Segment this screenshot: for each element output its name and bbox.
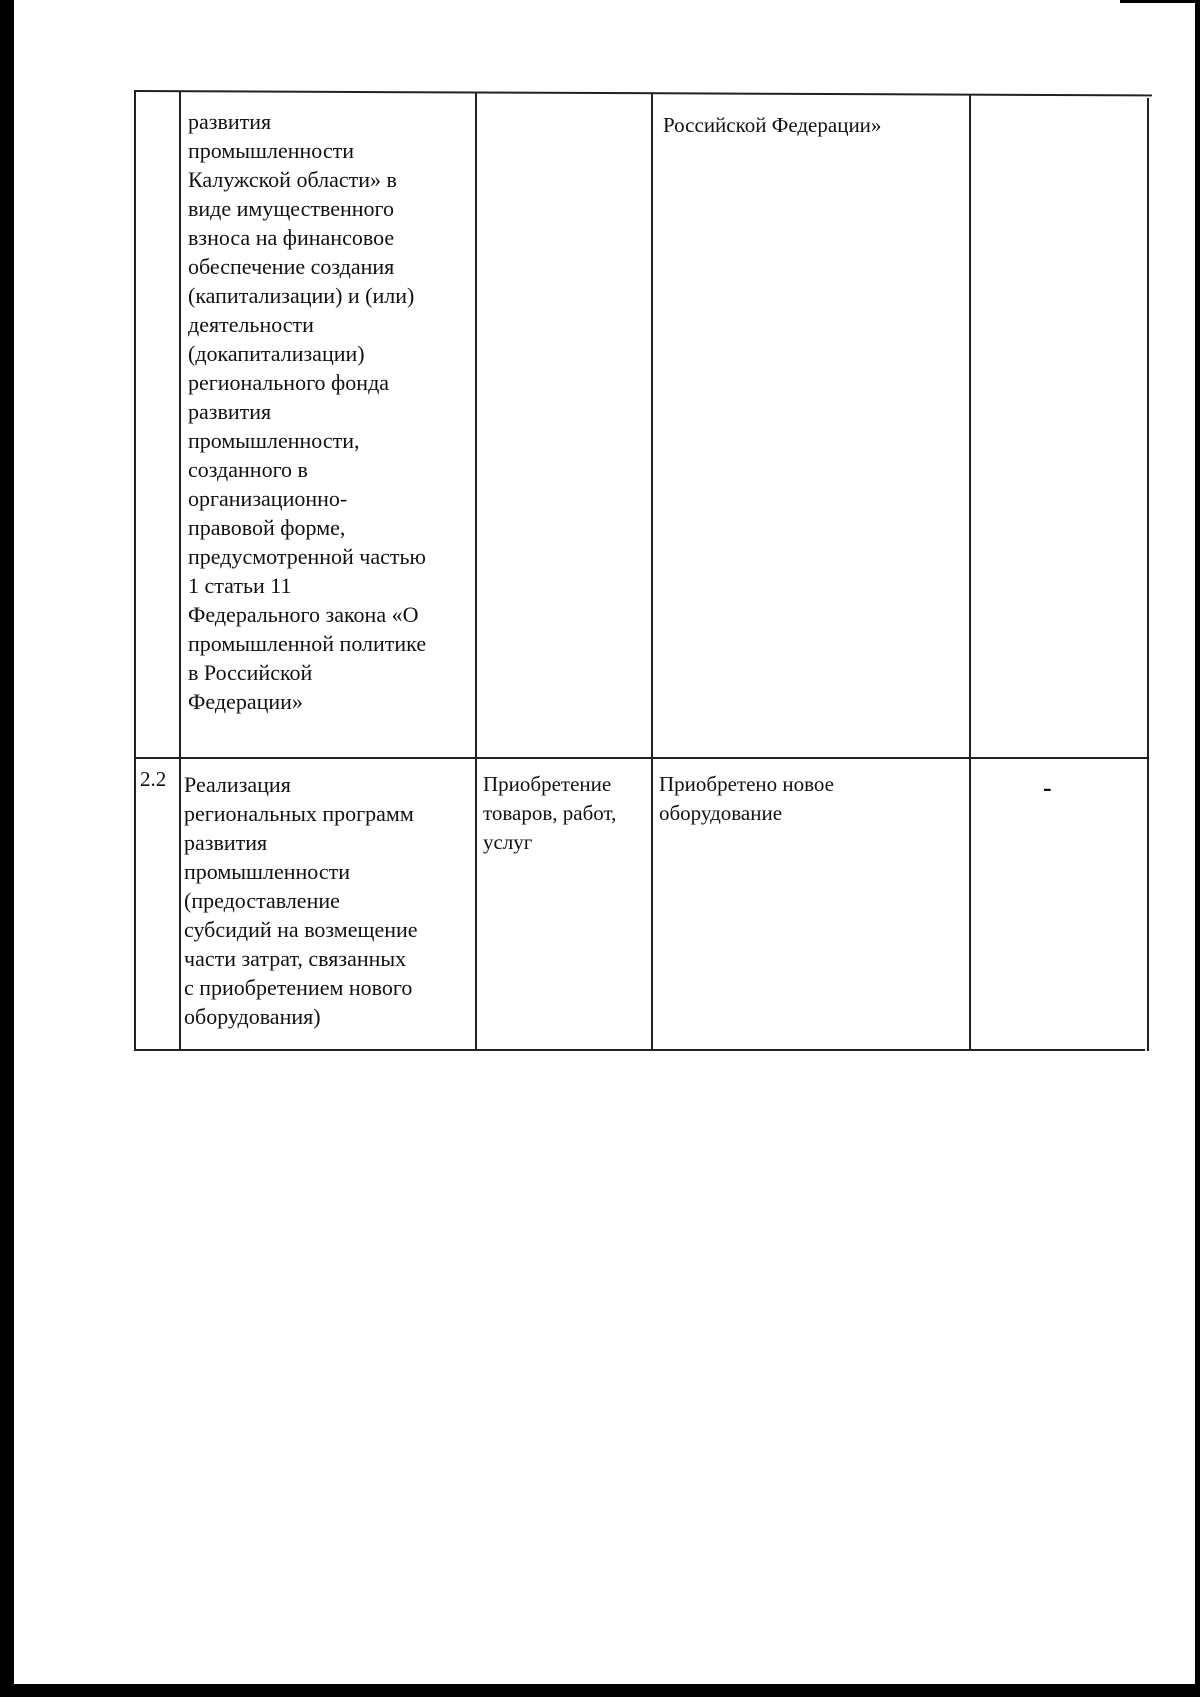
table-left-border — [134, 90, 136, 1051]
row2-number-cell: 2.2 — [140, 767, 167, 791]
table-right-border — [1147, 98, 1149, 1051]
row1-result-cell: Российской Федерации» — [663, 113, 882, 137]
scan-border-bottom — [0, 1684, 1200, 1697]
row1-event-cell: развития промышленности Калужской области» в виде имущественного взноса на финансовое обеспечение создания (капитализации) и (или) деятельности (докапитализации) регионального фонда развития промышленности, созданного в организационно- правовой форме, предусмотренной частью 1 статьи 11 Федерального закона «О промышленной политике в Российской Федерации» — [188, 109, 427, 714]
col-divider-3 — [651, 93, 653, 1051]
col-divider-2 — [475, 92, 477, 1051]
table-row-divider — [135, 757, 1147, 759]
table-bottom-border — [134, 1049, 1145, 1051]
col-divider-1 — [179, 91, 181, 1051]
scan-top-mark — [1120, 0, 1195, 3]
row2-expense-type-cell: Приобретение товаров, работ, услуг — [483, 772, 617, 854]
row2-result-cell: Приобретено новое оборудование — [659, 772, 834, 825]
row2-value-cell: - — [1043, 773, 1052, 802]
scan-border-left — [0, 0, 14, 1697]
col-divider-4 — [969, 95, 971, 1051]
row2-event-cell: Реализация региональных программ развития промышленности (предоставление субсидий на возмещение части затрат, связанных с приобретением нового оборудования) — [184, 772, 418, 1029]
table-top-border — [135, 90, 1152, 96]
scan-border-right — [1195, 0, 1200, 1697]
